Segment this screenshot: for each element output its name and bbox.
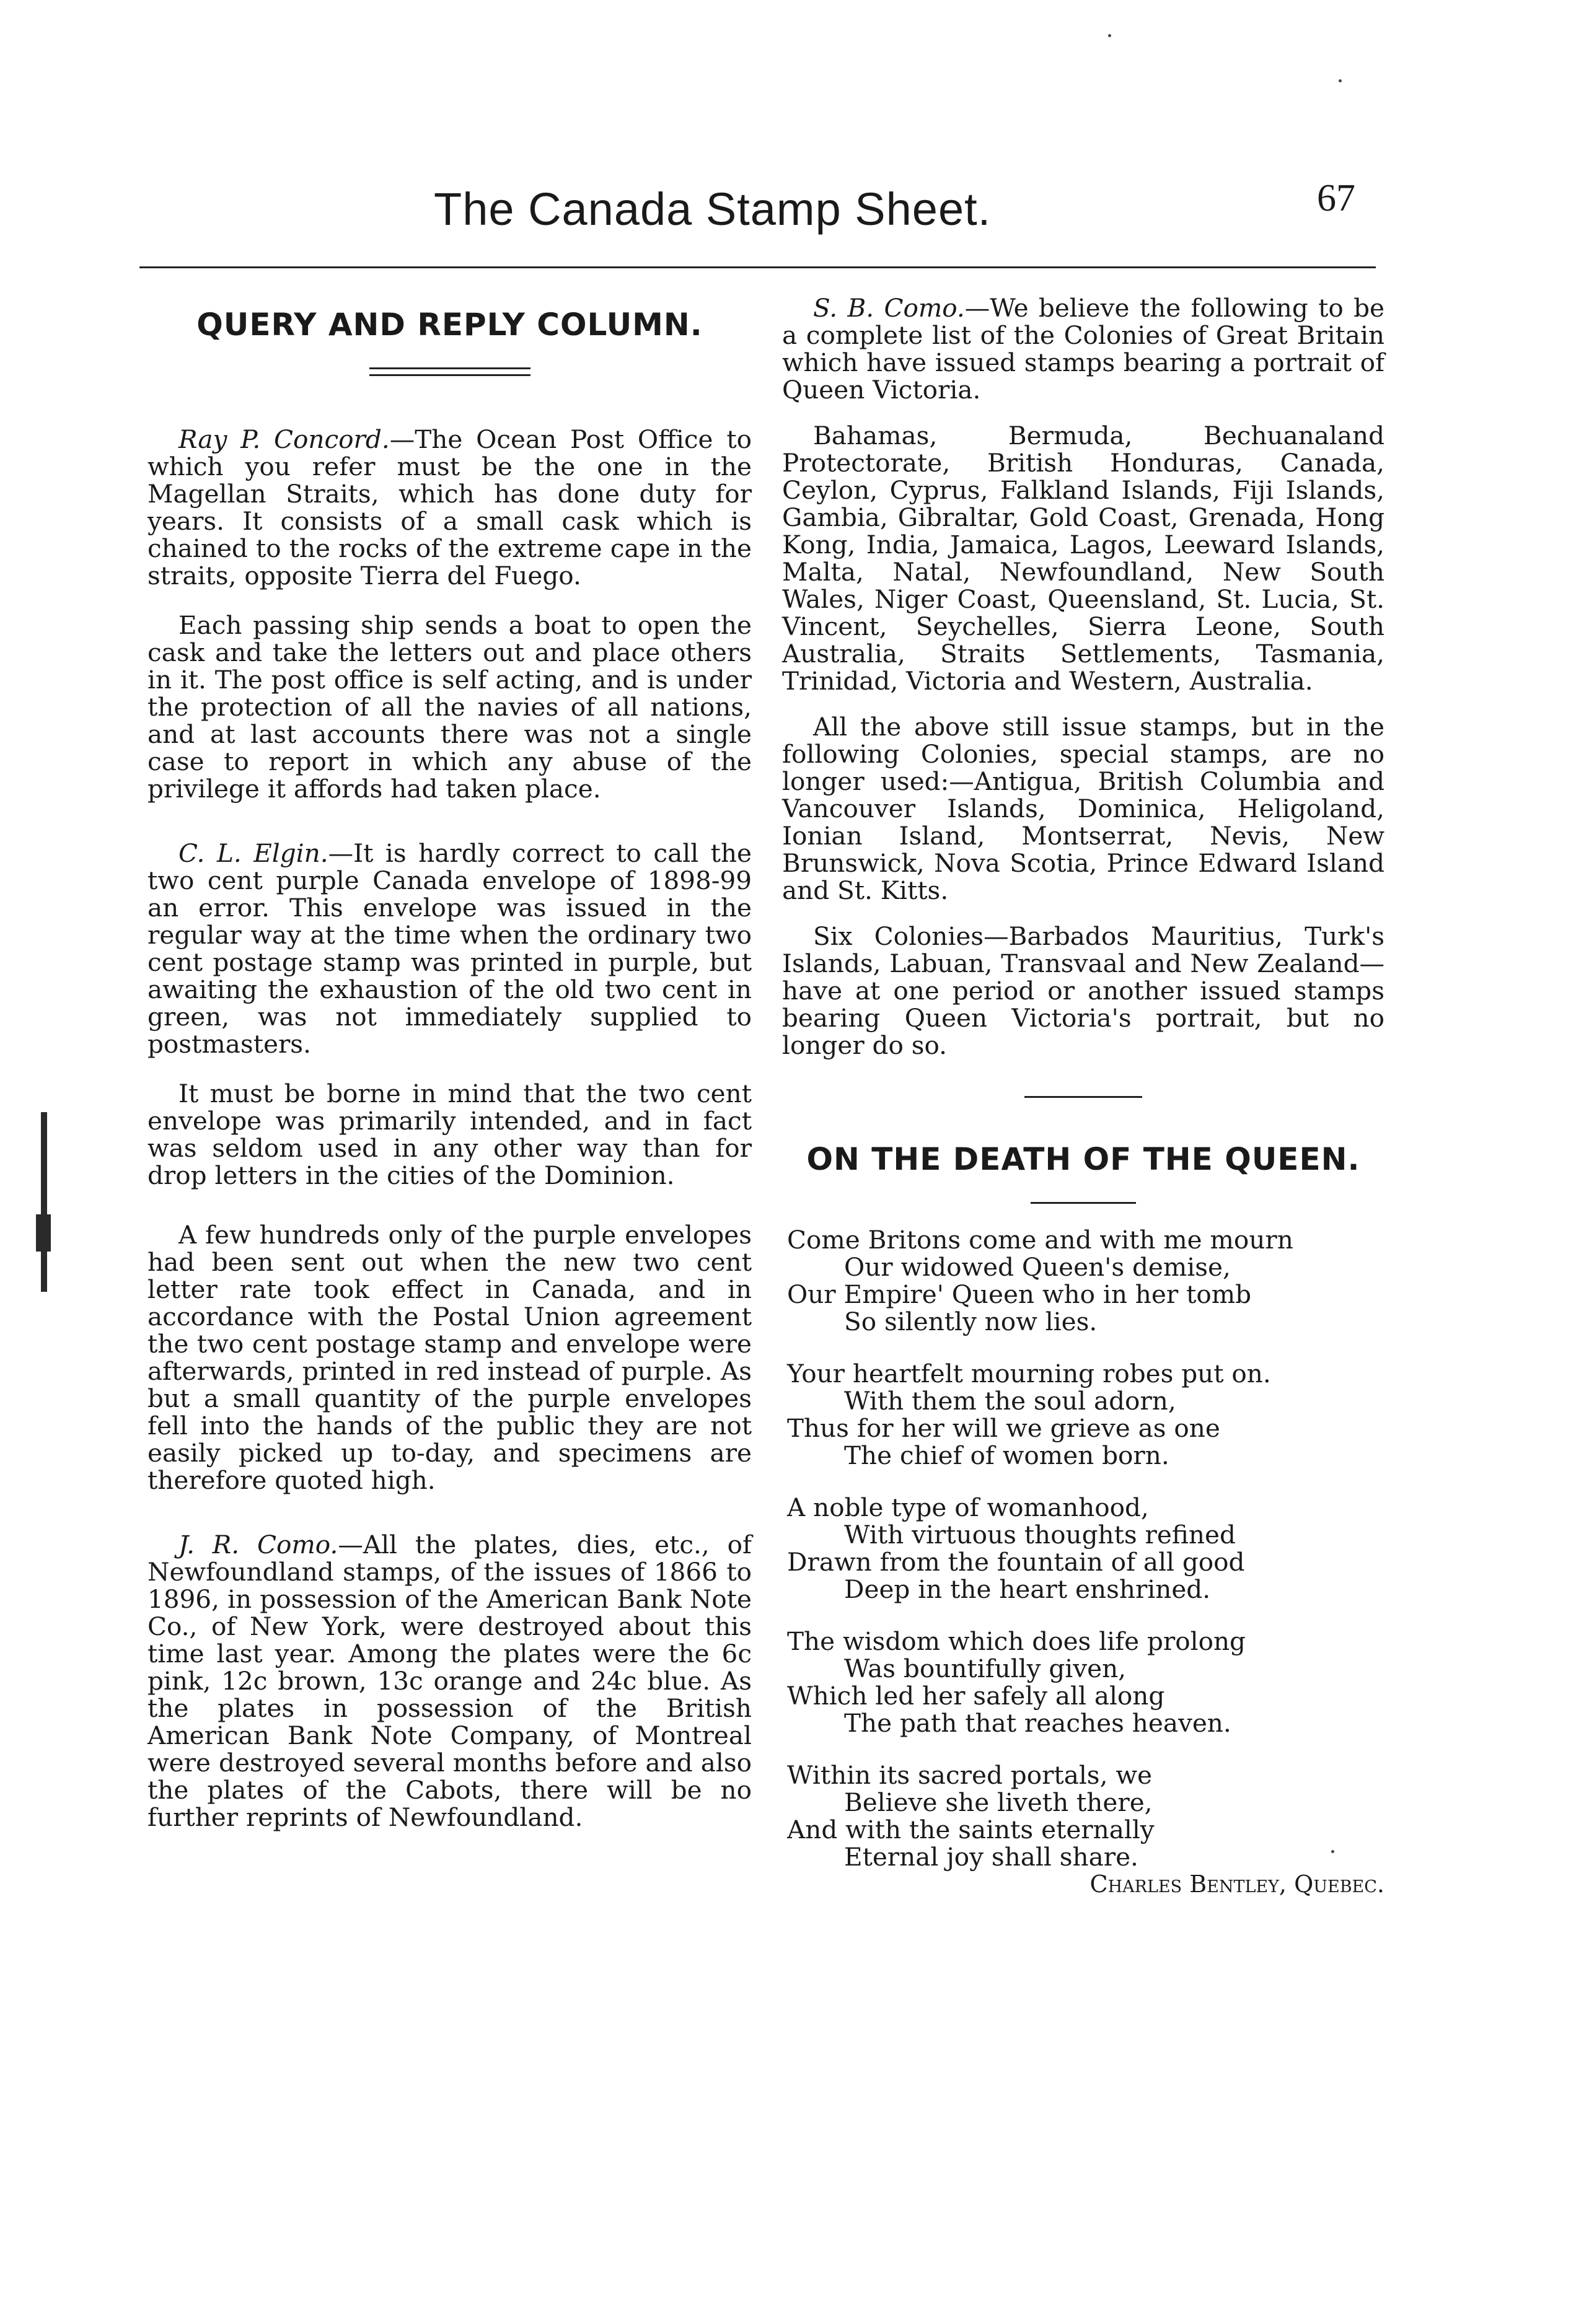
poem-line: Your heartfelt mourning robes put on. xyxy=(787,1359,1271,1388)
poem-stanza xyxy=(787,1494,1384,1603)
reply-body: —The Ocean Post Office to which you refer must be the one in the Magellan Straits, which has done duty for years. It consists of a small cask which is chained to the rocks of the extreme cape in the straits, opposite Tierra del Fuego. xyxy=(147,424,752,590)
poem-line: The wisdom which does life prolong xyxy=(787,1626,1246,1656)
reply-s-b-como xyxy=(782,294,1384,403)
poem-stanza xyxy=(787,1761,1384,1870)
poem-heading: ON THE DEATH OF THE QUEEN. xyxy=(806,1141,1360,1177)
reply-paragraph: It must be borne in mind that the two cent envelope was primarily intended, and in fact was seldom used in any other way than for drop letters in the cities of the Dominion. xyxy=(147,1079,752,1190)
reply-addressee: J. R. Como. xyxy=(178,1530,338,1559)
poem-line: Eternal joy shall share. xyxy=(844,1842,1138,1872)
header-rule xyxy=(139,266,1376,268)
poem-stanza xyxy=(787,1360,1384,1469)
poem xyxy=(782,1226,1384,1870)
margin-bracket-mark xyxy=(41,1112,47,1292)
poem-stanza xyxy=(787,1628,1384,1737)
poem-line: The chief of women born. xyxy=(844,1440,1169,1470)
poem-line: Our Empire' Queen who in her tomb xyxy=(787,1279,1252,1309)
reply-ray-p-concord xyxy=(147,426,752,589)
reply-body: —It is hardly correct to call the two cent purple Canada envelope of 1898-99 an error. This envelope was issued in the regular way at the time when the ordinary two cent postage stamp was printed in purple, but awaiting the exhaustion of the old two cent in green, was not immediately supplied to postmasters. xyxy=(147,838,752,1059)
colonies-list: Bahamas, Bermuda, Bechuanaland Protectorate, British Honduras, Canada, Ceylon, Cyprus, Falkland Islands, Fiji Islands, Gambia, Gibraltar, Gold Coast, Grenada, Hong Kong, India, Jamaica, Lagos, Leeward Islands, Malta, Natal, Newfoundland, New South Wales, Niger Coast, Queensland, St. Lucia, St. Vincent, Seychelles, Sierra Leone, South Australia, Straits Settlements, Tasmania, Trinidad, Victoria and Western, Australia. xyxy=(782,421,1384,696)
section-divider xyxy=(1024,1096,1142,1098)
poem-line: A noble type of womanhood, xyxy=(787,1493,1149,1522)
poem-line: The path that reaches heaven. xyxy=(844,1708,1231,1738)
poem-line: Drawn from the fountain of all good xyxy=(787,1547,1245,1577)
reply-body: —All the plates, dies, etc., of Newfoundland stamps, of the issues of 1866 to 1896, in possession of the American Bank Note Co., of New York, were destroyed about this time last year. Among the plates were the 6c pink, 12c brown, 13c orange and 24c blue. As the plates in possession of the British American Bank Note Company, of Montreal were destroyed several months before and also the plates of the Cabots, there will be no further reprints of Newfoundland. xyxy=(147,1530,752,1832)
poem-line: Within its sacred portals, we xyxy=(787,1760,1152,1790)
poem-line: Believe she liveth there, xyxy=(844,1787,1153,1817)
reply-addressee: C. L. Elgin. xyxy=(178,838,328,868)
page-number: 67 xyxy=(1317,177,1355,219)
speck xyxy=(1108,34,1111,37)
running-head xyxy=(0,177,1589,263)
reply-j-r-como xyxy=(147,1531,752,1831)
reply-addressee: Ray P. Concord. xyxy=(178,424,390,454)
reply-paragraph: Each passing ship sends a boat to open the cask and take the letters out and place others in it. The post office is self acting, and is under the protection of all the navies of all nations, and at last accounts there was not a single case to report in which any abuse of the privilege it affords had taken place. xyxy=(147,610,752,804)
poem-line: Thus for her will we grieve as one xyxy=(787,1413,1220,1443)
reply-addressee: S. B. Como. xyxy=(813,293,965,323)
poem-line: Come Britons come and with me mourn xyxy=(787,1225,1293,1255)
poem-line: Was bountifully given, xyxy=(844,1654,1127,1683)
poem-signature: Charles Bentley, Quebec. xyxy=(1089,1870,1384,1898)
poem-line: And with the saints eternally xyxy=(787,1815,1155,1844)
left-column xyxy=(147,294,752,1831)
poem-stanza xyxy=(787,1226,1384,1335)
poem-line: Our widowed Queen's demise, xyxy=(844,1252,1231,1282)
poem-line: Deep in the heart enshrined. xyxy=(844,1574,1211,1604)
margin-bracket-mark-2 xyxy=(36,1214,51,1252)
query-reply-heading: QUERY AND REPLY COLUMN. xyxy=(196,307,703,343)
poem-line: With them the soul adorn, xyxy=(844,1386,1176,1416)
poem-line: With virtuous thoughts refined xyxy=(844,1520,1236,1550)
speck xyxy=(1339,79,1342,82)
publication-title: The Canada Stamp Sheet. xyxy=(434,183,992,235)
reply-paragraph: A few hundreds only of the purple envelopes had been sent out when the new two cent letter rate took effect in Canada, and in accordance with the Postal Union agreement the two cent postage stamp and envelope were afterwards, printed in red instead of purple. As but a small quantity of the purple envelopes fell into the hands of the public they are not easily picked up to-day, and specimens are therefore quoted high. xyxy=(147,1220,752,1495)
poem-line: So silently now lies. xyxy=(844,1307,1098,1336)
poem-line: Which led her safely all along xyxy=(787,1681,1165,1711)
reply-paragraph: Six Colonies—Barbados Mauritius, Turk's Islands, Labuan, Transvaal and New Zealand—have at one period or another issued stamps bearing Queen Victoria's portrait, but no longer do so. xyxy=(782,921,1384,1060)
heading-double-rule xyxy=(369,367,530,376)
reply-c-l-elgin xyxy=(147,840,752,1058)
reply-body: —We believe the following to be a complete list of the Colonies of Great Britain which have issued stamps bearing a portrait of Queen Victoria. xyxy=(782,293,1384,405)
reply-paragraph: All the above still issue stamps, but in the following Colonies, special stamps, are no longer used:—Antigua, British Columbia and Vancouver Islands, Dominica, Heligoland, Ionian Island, Montserrat, Nevis, New Brunswick, Nova Scotia, Prince Edward Island and St. Kitts. xyxy=(782,712,1384,905)
poem-heading-rule xyxy=(1031,1202,1136,1204)
right-column xyxy=(782,294,1384,1898)
